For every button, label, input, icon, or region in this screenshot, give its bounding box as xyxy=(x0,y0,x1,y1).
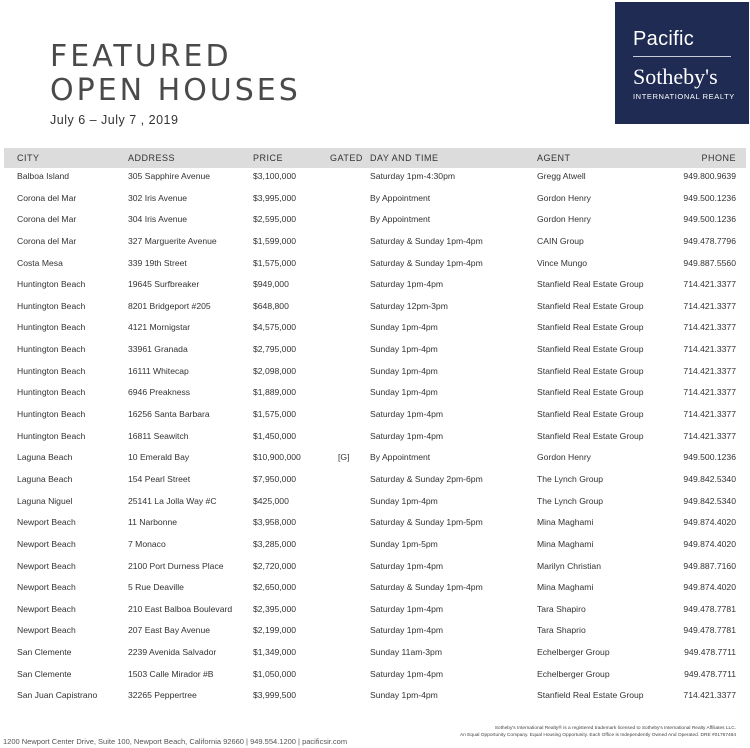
phone-cell: 714.421.3377 xyxy=(683,322,736,333)
day-time-cell: Saturday 1pm-4pm xyxy=(370,668,444,679)
agent-cell: CAIN Group xyxy=(537,235,584,246)
address-cell: 305 Sapphire Avenue xyxy=(128,171,211,181)
phone-cell: 949.478.7781 xyxy=(683,603,736,614)
price-cell: $3,995,000 xyxy=(253,192,297,203)
logo-line-1: Pacific xyxy=(633,28,695,50)
city-cell: Newport Beach xyxy=(17,538,76,549)
day-time-cell: Saturday 1pm-4:30pm xyxy=(370,171,456,181)
table-row xyxy=(0,296,750,318)
city-cell: Balboa Island xyxy=(17,171,70,181)
agent-cell: Tara Shapiro xyxy=(537,603,586,614)
city-cell: Newport Beach xyxy=(17,625,76,636)
agent-cell: Stanfield Real Estate Group xyxy=(537,387,644,398)
city-cell: Newport Beach xyxy=(17,560,76,571)
address-cell: 210 East Balboa Boulevard xyxy=(128,603,233,614)
day-time-cell: Sunday 1pm-4pm xyxy=(370,322,438,333)
address-cell: 207 East Bay Avenue xyxy=(128,625,211,636)
address-cell: 8201 Bridgeport #205 xyxy=(128,300,211,311)
price-cell: $3,999,500 xyxy=(253,690,297,701)
table-row xyxy=(0,685,750,707)
phone-cell: 949.842.5340 xyxy=(683,495,736,506)
price-cell: $648,800 xyxy=(253,300,289,311)
phone-cell: 949.500.1236 xyxy=(683,214,736,225)
address-cell: 19645 Surfbreaker xyxy=(128,279,200,290)
day-time-cell: Sunday 1pm-4pm xyxy=(370,690,438,701)
address-cell: 304 Iris Avenue xyxy=(128,214,188,225)
day-time-cell: Saturday 1pm-4pm xyxy=(370,409,444,420)
price-cell: $949,000 xyxy=(253,279,289,290)
agent-cell: Stanfield Real Estate Group xyxy=(537,690,644,701)
city-cell: Corona del Mar xyxy=(17,235,77,246)
phone-cell: 949.800.9639 xyxy=(683,171,736,181)
city-cell: Huntington Beach xyxy=(17,430,86,441)
city-cell: Huntington Beach xyxy=(17,387,86,398)
city-cell: Laguna Beach xyxy=(17,452,73,463)
listings-table xyxy=(0,166,750,707)
phone-cell: 949.874.4020 xyxy=(683,517,736,528)
address-cell: 10 Emerald Bay xyxy=(128,452,190,463)
address-cell: 302 Iris Avenue xyxy=(128,192,188,203)
phone-cell: 949.887.5560 xyxy=(683,257,736,268)
price-cell: $3,285,000 xyxy=(253,538,297,549)
table-row xyxy=(0,620,750,642)
city-cell: San Clemente xyxy=(17,647,72,658)
gated-cell: [G] xyxy=(338,452,350,463)
day-time-cell: Saturday & Sunday 2pm-6pm xyxy=(370,473,483,484)
phone-cell: 714.421.3377 xyxy=(683,300,736,311)
agent-cell: Stanfield Real Estate Group xyxy=(537,409,644,420)
address-cell: 11 Narbonne xyxy=(128,517,178,528)
city-cell: Newport Beach xyxy=(17,582,76,593)
city-cell: Huntington Beach xyxy=(17,344,86,355)
date-range: July 6 – July 7 , 2019 xyxy=(50,113,179,127)
table-row xyxy=(0,599,750,621)
table-row xyxy=(0,339,750,361)
address-cell: 16111 Whitecap xyxy=(128,365,189,376)
address-cell: 33961 Granada xyxy=(128,344,188,355)
legal-notice-line-1: Sotheby's International Realty® is a registered trademark licensed to Sotheby's International Realty Affiliates LLC. xyxy=(494,726,736,731)
day-time-cell: By Appointment xyxy=(370,214,431,225)
address-cell: 16256 Santa Barbara xyxy=(128,409,210,420)
header-city: CITY xyxy=(17,153,40,163)
table-row xyxy=(0,534,750,556)
price-cell: $1,050,000 xyxy=(253,668,297,679)
city-cell: Huntington Beach xyxy=(17,279,86,290)
agent-cell: Gregg Atwell xyxy=(537,171,586,181)
price-cell: $3,958,000 xyxy=(253,517,297,528)
city-cell: Corona del Mar xyxy=(17,214,77,225)
price-cell: $2,720,000 xyxy=(253,560,297,571)
price-cell: $425,000 xyxy=(253,495,289,506)
table-row xyxy=(0,188,750,210)
price-cell: $2,650,000 xyxy=(253,582,297,593)
price-cell: $1,889,000 xyxy=(253,387,297,398)
table-row xyxy=(0,166,750,188)
agent-cell: Tara Shaprio xyxy=(537,625,586,636)
table-row xyxy=(0,426,750,448)
table-row xyxy=(0,447,750,469)
agent-cell: Stanfield Real Estate Group xyxy=(537,279,644,290)
logo-line-3: INTERNATIONAL REALTY xyxy=(633,92,735,101)
table-row xyxy=(0,512,750,534)
address-cell: 25141 La Jolla Way #C xyxy=(128,495,217,506)
table-row xyxy=(0,253,750,275)
agent-cell: Vince Mungo xyxy=(537,257,588,268)
price-cell: $2,795,000 xyxy=(253,344,297,355)
agent-cell: Stanfield Real Estate Group xyxy=(537,344,644,355)
table-row xyxy=(0,382,750,404)
agent-cell: Mina Maghami xyxy=(537,517,594,528)
table-row xyxy=(0,209,750,231)
address-cell: 2239 Avenida Salvador xyxy=(128,647,217,658)
day-time-cell: Sunday 1pm-5pm xyxy=(370,538,438,549)
phone-cell: 949.500.1236 xyxy=(683,192,736,203)
address-cell: 32265 Peppertree xyxy=(128,690,197,701)
header-gated: GATED xyxy=(330,153,363,163)
phone-cell: 949.478.7796 xyxy=(683,235,736,246)
address-cell: 154 Pearl Street xyxy=(128,473,191,484)
city-cell: Costa Mesa xyxy=(17,257,63,268)
price-cell: $1,575,000 xyxy=(253,409,297,420)
legal-notice xyxy=(460,726,736,739)
logo-divider xyxy=(633,56,731,57)
phone-cell: 714.421.3377 xyxy=(683,430,736,441)
price-cell: $1,575,000 xyxy=(253,257,297,268)
price-cell: $2,595,000 xyxy=(253,214,297,225)
agent-cell: Stanfield Real Estate Group xyxy=(537,365,644,376)
day-time-cell: By Appointment xyxy=(370,192,431,203)
logo-line-2: Sotheby's xyxy=(633,64,718,89)
agent-cell: Stanfield Real Estate Group xyxy=(537,430,644,441)
address-cell: 339 19th Street xyxy=(128,257,187,268)
address-cell: 6946 Preakness xyxy=(128,387,191,398)
agent-cell: Marilyn Christian xyxy=(537,560,601,571)
day-time-cell: Sunday 1pm-4pm xyxy=(370,387,438,398)
address-cell: 16811 Seawitch xyxy=(128,430,189,441)
city-cell: San Clemente xyxy=(17,668,72,679)
day-time-cell: Saturday & Sunday 1pm-4pm xyxy=(370,582,483,593)
table-row xyxy=(0,642,750,664)
city-cell: Huntington Beach xyxy=(17,365,86,376)
agent-cell: Stanfield Real Estate Group xyxy=(537,322,644,333)
page-title xyxy=(50,40,301,108)
header-price: PRICE xyxy=(253,153,284,163)
price-cell: $2,199,000 xyxy=(253,625,297,636)
phone-cell: 714.421.3377 xyxy=(683,690,736,701)
header-address: ADDRESS xyxy=(128,153,176,163)
day-time-cell: Saturday 1pm-4pm xyxy=(370,603,444,614)
day-time-cell: Sunday 1pm-4pm xyxy=(370,344,438,355)
day-time-cell: Saturday 1pm-4pm xyxy=(370,430,444,441)
day-time-cell: Saturday 1pm-4pm xyxy=(370,560,444,571)
header-day-time: DAY AND TIME xyxy=(370,153,439,163)
table-row xyxy=(0,274,750,296)
phone-cell: 949.842.5340 xyxy=(683,473,736,484)
city-cell: Laguna Niguel xyxy=(17,495,73,506)
title-line-2: OPEN HOUSES xyxy=(50,73,301,108)
phone-cell: 714.421.3377 xyxy=(683,279,736,290)
table-row xyxy=(0,664,750,686)
city-cell: Huntington Beach xyxy=(17,322,86,333)
agent-cell: Stanfield Real Estate Group xyxy=(537,300,644,311)
phone-cell: 714.421.3377 xyxy=(683,387,736,398)
price-cell: $2,098,000 xyxy=(253,365,297,376)
table-row xyxy=(0,404,750,426)
price-cell: $1,349,000 xyxy=(253,647,297,658)
phone-cell: 949.874.4020 xyxy=(683,538,736,549)
price-cell: $1,450,000 xyxy=(253,430,297,441)
agent-cell: The Lynch Group xyxy=(537,473,604,484)
phone-cell: 949.478.7781 xyxy=(683,625,736,636)
phone-cell: 949.874.4020 xyxy=(683,582,736,593)
address-cell: 7 Monaco xyxy=(128,538,166,549)
address-cell: 2100 Port Durness Place xyxy=(128,560,224,571)
day-time-cell: Sunday 1pm-4pm xyxy=(370,365,438,376)
table-row xyxy=(0,361,750,383)
legal-notice-line-2: An Equal Opportunity Company. Equal Housing Opportunity. Each Office is Independently Owned And Operated. DRE #01767484 xyxy=(460,732,736,738)
agent-cell: Echelberger Group xyxy=(537,668,610,679)
city-cell: Huntington Beach xyxy=(17,300,86,311)
day-time-cell: Saturday & Sunday 1pm-4pm xyxy=(370,257,483,268)
table-row xyxy=(0,556,750,578)
phone-cell: 714.421.3377 xyxy=(683,344,736,355)
address-cell: 4121 Mornigstar xyxy=(128,322,191,333)
city-cell: Huntington Beach xyxy=(17,409,86,420)
day-time-cell: Saturday 1pm-4pm xyxy=(370,279,444,290)
day-time-cell: Sunday 11am-3pm xyxy=(370,647,442,658)
day-time-cell: Saturday 1pm-4pm xyxy=(370,625,444,636)
agent-cell: Mina Maghami xyxy=(537,538,594,549)
table-row xyxy=(0,577,750,599)
price-cell: $4,575,000 xyxy=(253,322,297,333)
table-row xyxy=(0,491,750,513)
day-time-cell: Sunday 1pm-4pm xyxy=(370,495,438,506)
agent-cell: Mina Maghami xyxy=(537,582,594,593)
day-time-cell: Saturday & Sunday 1pm-4pm xyxy=(370,235,483,246)
footer-contact: 1200 Newport Center Drive, Suite 100, Newport Beach, California 92660 | 949.554.1200 | pacificsir.com xyxy=(3,737,348,746)
day-time-cell: Saturday 12pm-3pm xyxy=(370,300,448,311)
table-row xyxy=(0,469,750,491)
day-time-cell: Saturday & Sunday 1pm-5pm xyxy=(370,517,483,528)
price-cell: $10,900,000 xyxy=(253,452,301,463)
address-cell: 5 Rue Deaville xyxy=(128,582,184,593)
phone-cell: 949.478.7711 xyxy=(684,647,736,658)
city-cell: Newport Beach xyxy=(17,517,76,528)
phone-cell: 714.421.3377 xyxy=(683,409,736,420)
agent-cell: Gordon Henry xyxy=(537,214,591,225)
price-cell: $3,100,000 xyxy=(253,171,297,181)
city-cell: San Juan Capistrano xyxy=(17,690,98,701)
city-cell: Newport Beach xyxy=(17,603,76,614)
phone-cell: 949.500.1236 xyxy=(683,452,736,463)
agent-cell: Echelberger Group xyxy=(537,647,610,658)
title-line-1: FEATURED xyxy=(50,39,232,74)
agent-cell: Gordon Henry xyxy=(537,192,591,203)
address-cell: 327 Marguerite Avenue xyxy=(128,235,217,246)
brand-logo xyxy=(615,2,749,124)
day-time-cell: By Appointment xyxy=(370,452,431,463)
header-agent: AGENT xyxy=(537,153,571,163)
table-row xyxy=(0,317,750,339)
table-row xyxy=(0,231,750,253)
agent-cell: Gordon Henry xyxy=(537,452,591,463)
price-cell: $1,599,000 xyxy=(253,235,297,246)
table-header xyxy=(4,148,746,168)
price-cell: $7,950,000 xyxy=(253,473,297,484)
phone-cell: 949.478.7711 xyxy=(684,668,736,679)
city-cell: Laguna Beach xyxy=(17,473,73,484)
price-cell: $2,395,000 xyxy=(253,603,297,614)
city-cell: Corona del Mar xyxy=(17,192,77,203)
address-cell: 1503 Calle Mirador #B xyxy=(128,668,214,679)
agent-cell: The Lynch Group xyxy=(537,495,604,506)
phone-cell: 714.421.3377 xyxy=(683,365,736,376)
phone-cell: 949.887.7160 xyxy=(683,560,736,571)
header-phone: PHONE xyxy=(701,153,736,163)
